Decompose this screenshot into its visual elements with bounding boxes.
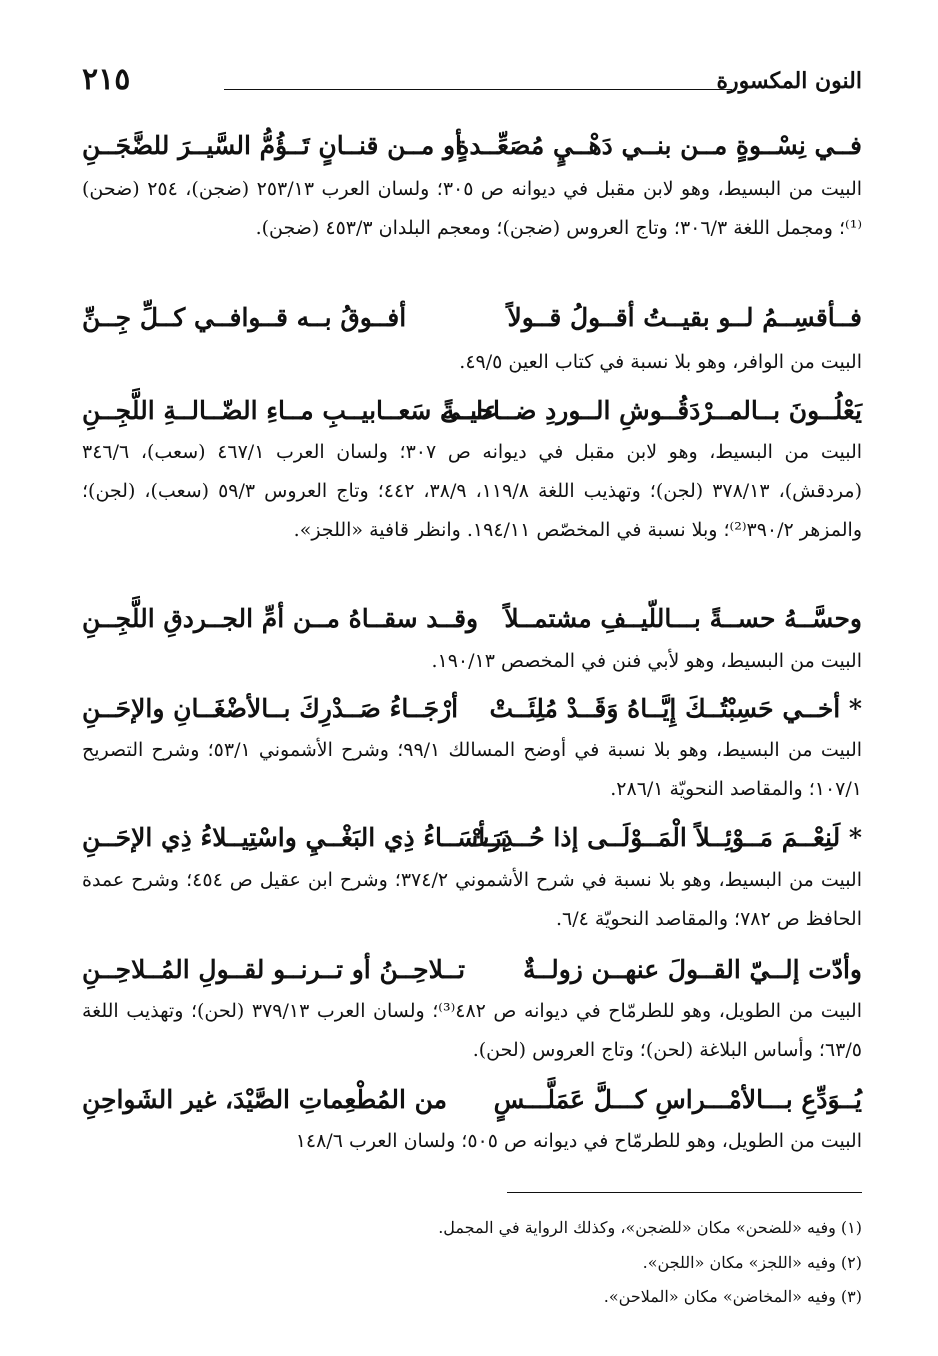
verse-first-hemistich: * لَنِعْــمَ مَــوْئِــلاً الْمَــوْلَــى إذا حُــذِرَتْ bbox=[465, 823, 862, 852]
verse-first-hemistich: وأدّت إلــيّ القــولَ عنهــن زولــةٌ bbox=[523, 955, 862, 984]
verse-commentary: البيت من البسيط، وهو لابن مقبل في ديوانه ص ٣٠٥؛ ولسان العرب ٢٥٣/١٣ (ضجن)، ٢٥٤ (ضحن)⁽¹⁾؛ ومجمل اللغة ٣٠٦/٣؛ وتاج العروس (ضجن)؛ ومعجم البلدان ٤٥٣/٣ (ضجن). bbox=[82, 178, 863, 239]
verse-line bbox=[82, 125, 862, 167]
verse-second-hemistich: من المُطْعِماتِ الصَّيْدَ، غير الشَواحِنِ bbox=[82, 1085, 448, 1114]
verse-commentary: البيت من الوافر، وهو بلا نسبة في كتاب العين ٤٩/٥. bbox=[459, 351, 862, 373]
running-header bbox=[82, 62, 862, 102]
verse-commentary: البيت من الطويل، وهو للطرمّاح في ديوانه ص ٤٨٢⁽³⁾؛ ولسان العرب ٣٧٩/١٣ (لحن)؛ وتهذيب اللغة ٦٣/٥؛ وأساس البلاغة (لحن)؛ وتاج العروس (لحن). bbox=[82, 1000, 862, 1061]
verse-first-hemistich: * أخــي حَسِبْتُــكَ إِيَّــاهُ وَقَــدْ مُلِئَــتْ bbox=[489, 694, 862, 723]
verse-line bbox=[82, 817, 862, 859]
verse-second-hemistich: بَــأسَــاءُ ذِي البَغْــيِ واسْتِيــلاءُ ذِي الإحَــنِ bbox=[82, 823, 508, 852]
verse-second-hemistich: علــى سَعــابيــبِ مــاءِ الضّــالــةِ اللَّجِــنِ bbox=[82, 396, 499, 425]
verse-first-hemistich: يُــوَدِّعِ بـــالأمْـــراسِ كـــلَّ عَمَلَّـــسٍ bbox=[493, 1085, 862, 1114]
verse-commentary: البيت من البسيط، وهو لأبي فنن في المخصص ١٩٠/١٣. bbox=[431, 650, 862, 672]
verse-second-hemistich: أو مــن قنــانٍ تَــؤُمُّ السَّيــرَ للضَّجَــنِ bbox=[82, 131, 462, 160]
verse-second-hemistich: وقــد سقــاهُ مــن أمِّ الجــردقِ اللَّجِــنِ bbox=[82, 604, 479, 633]
verse-commentary: البيت من البسيط، وهو بلا نسبة في شرح الأشموني ٣٧٤/٢؛ وشرح ابن عقيل ص ٤٥٤؛ وشرح عمدة الحافظ ص ٧٨٢؛ والمقاصد النحويّة ٦/٤. bbox=[82, 869, 863, 930]
verse-first-hemistich: وحسَّــهُ حســةً بـــاللّيــفِ مشتمــلاً bbox=[504, 604, 862, 633]
verse-first-hemistich: يَعْلُــونَ بــالمــرْدَقُــوشِ الــوردِ ضــاحيــةً bbox=[441, 396, 862, 425]
footnote: (٢) وفيه «اللجز» مكان «اللجن». bbox=[642, 1253, 862, 1272]
verse-first-hemistich: فــي نِسْــوةٍ مــن بنــي دَهْــيٍ مُصَعِّــدةٍ bbox=[456, 131, 862, 160]
verse-first-hemistich: فــأقسِــمُ لــو بقيــتُ أقــولُ قــولاً bbox=[507, 303, 862, 332]
verse-second-hemistich: أرْجَــاءُ صَــدْرِكَ بــالأضْغَــانِ والإحَــنِ bbox=[82, 694, 459, 723]
footnote: (١) وفيه «للضحن» مكان «للضجن»، وكذلك الرواية في المجمل. bbox=[438, 1218, 862, 1237]
verse-line bbox=[82, 1079, 862, 1121]
footnote-separator bbox=[507, 1192, 862, 1193]
verse-second-hemistich: تــلاحِــنُ أو تــرنــو لقــولِ المُــلاحِــنِ bbox=[82, 955, 466, 984]
verse-commentary: البيت من البسيط، وهو بلا نسبة في أوضح المسالك ٩٩/١؛ وشرح الأشموني ٥٣/١؛ وشرح التصريح ١٠٧/١؛ والمقاصد النحويّة ٢٨٦/١. bbox=[82, 739, 863, 800]
verse-line bbox=[82, 688, 862, 730]
verse-commentary: البيت من الطويل، وهو للطرمّاح في ديوانه ص ٥٠٥؛ ولسان العرب ١٤٨/٦ bbox=[295, 1130, 862, 1152]
header-rule bbox=[224, 89, 732, 90]
verse-line bbox=[82, 949, 862, 991]
verse-commentary: البيت من البسيط، وهو لابن مقبل في ديوانه ص ٣٠٧؛ ولسان العرب ٤٦٧/١ (سعب)، ٣٤٦/٦ (مردقش)، ٣٧٨/١٣ (لجن)؛ وتهذيب اللغة ١١٩/٨، ٣٨/٩، ٤٤٢؛ وتاج العروس ٥٩/٣ (سعب)، (لجن)؛ والمزهر ٣٩٠/٢⁽²⁾؛ وبلا نسبة في المخصّص ١٩٤/١١. وانظر قافية «اللجز». bbox=[82, 441, 863, 541]
chapter-title: النون المكسورة bbox=[716, 68, 862, 94]
footnote: (٣) وفيه «المخاضن» مكان «الملاحن». bbox=[603, 1287, 862, 1306]
verse-line bbox=[82, 297, 862, 339]
verse-line bbox=[82, 390, 862, 432]
page-number: ٢١٥ bbox=[82, 62, 131, 97]
verse-line bbox=[82, 598, 862, 640]
verse-second-hemistich: أفــوقُ بــه قــوافــي كــلِّ جِــنِّ bbox=[82, 303, 407, 332]
